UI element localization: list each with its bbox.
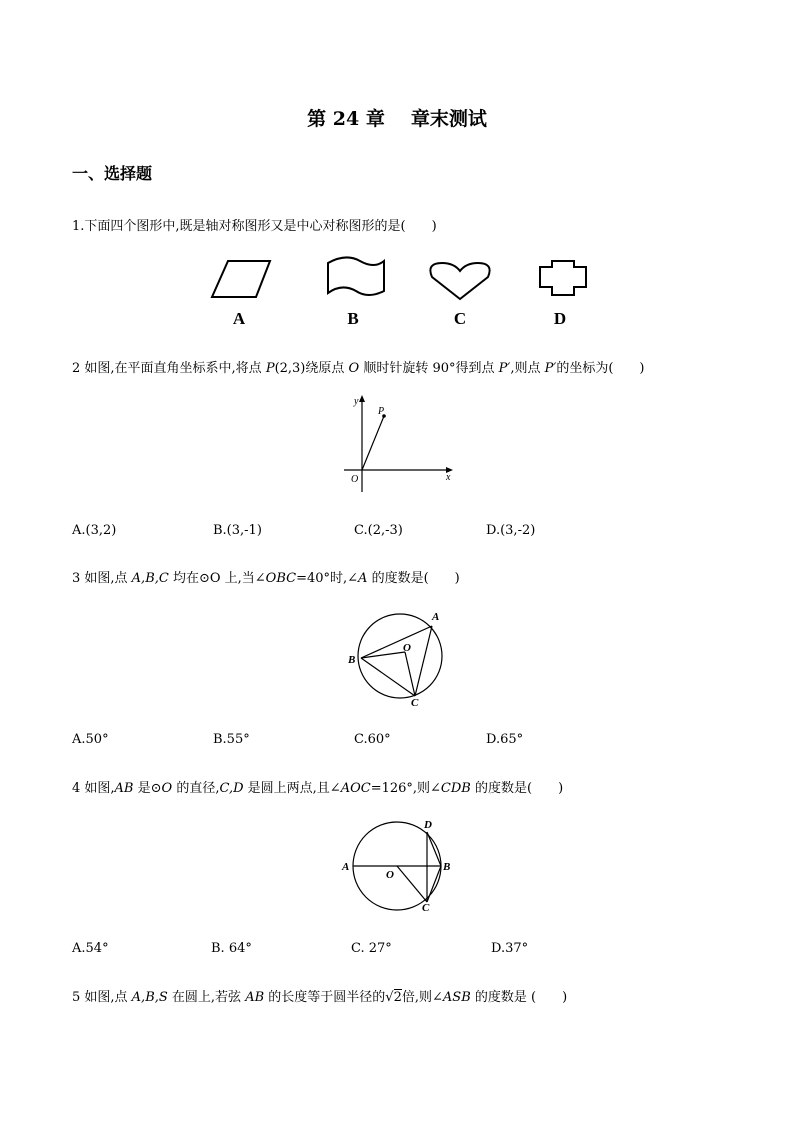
- q2-option-a: A.(3,2): [72, 523, 117, 538]
- question-1-text: 1.下面四个图形中,既是轴对称图形又是中心对称图形的是( ): [72, 219, 437, 234]
- svg-text:D: D: [424, 819, 432, 831]
- sqrt-symbol: √2: [385, 990, 402, 1005]
- svg-text:y: y: [354, 396, 359, 407]
- svg-text:B: B: [348, 654, 356, 666]
- question-4-text: 4 如图,AB 是⊙O 的直径,C,D 是圆上两点,且∠AOC=126°,则∠CDB 的度数是( ): [72, 781, 564, 796]
- q4-option-d: D.37°: [491, 941, 529, 956]
- plus-block-shape: [540, 261, 586, 295]
- q2-option-b: B.(3,-1): [213, 523, 262, 538]
- svg-text:x: x: [446, 472, 451, 483]
- svg-text:A: A: [342, 861, 350, 873]
- q1-label-a: A: [232, 309, 246, 328]
- q1-shapes-figure: [200, 255, 620, 305]
- q2-option-d: D.(3,-2): [486, 523, 536, 538]
- q3-option-b: B.55°: [213, 732, 250, 747]
- question-2-text: 2 如图,在平面直角坐标系中,将点 P(2,3)绕原点 O 顺时针旋转 90°得到点 P′,则点 P′的坐标为( ): [72, 361, 645, 376]
- segment-op: [362, 416, 384, 470]
- section-heading: 一、选择题: [72, 164, 153, 183]
- q4-option-c: C. 27°: [351, 941, 392, 956]
- svg-text:O: O: [386, 869, 394, 881]
- svg-text:A: A: [432, 611, 440, 623]
- q3-option-a: A.50°: [72, 732, 109, 747]
- q3-circle-figure: [340, 600, 460, 712]
- svg-text:C: C: [411, 697, 419, 709]
- q4-option-a: A.54°: [72, 941, 109, 956]
- svg-text:P: P: [378, 406, 385, 417]
- parallelogram-shape: [212, 261, 270, 297]
- q2-coordinate-figure: [340, 392, 460, 498]
- q1-label-d: D: [553, 309, 567, 328]
- question-3-text: 3 如图,点 A,B,C 均在⊙O 上,当∠OBC=40°时,∠A 的度数是( ): [72, 571, 460, 586]
- heart-shape: [430, 263, 489, 299]
- q2-option-c: C.(2,-3): [354, 523, 403, 538]
- q4-circle-figure: [340, 815, 460, 919]
- svg-text:B: B: [443, 861, 451, 873]
- page-title: [0, 104, 794, 131]
- q3-option-d: D.65°: [486, 732, 524, 747]
- q4-option-b: B. 64°: [211, 941, 252, 956]
- svg-text:O: O: [351, 474, 359, 485]
- q3-option-c: C.60°: [354, 732, 391, 747]
- question-5-text: 5 如图,点 A,B,S 在圆上,若弦 AB 的长度等于圆半径的√2倍,则∠ASB 的度数是 ( ): [72, 990, 568, 1005]
- chapter-name: 章末测试: [410, 108, 487, 130]
- chapter-number: 第 24 章: [307, 108, 385, 130]
- svg-text:C: C: [422, 902, 430, 914]
- q1-label-b: B: [347, 309, 359, 328]
- flag-shape: [328, 257, 384, 295]
- svg-text:O: O: [403, 642, 411, 654]
- q1-label-c: C: [453, 309, 467, 328]
